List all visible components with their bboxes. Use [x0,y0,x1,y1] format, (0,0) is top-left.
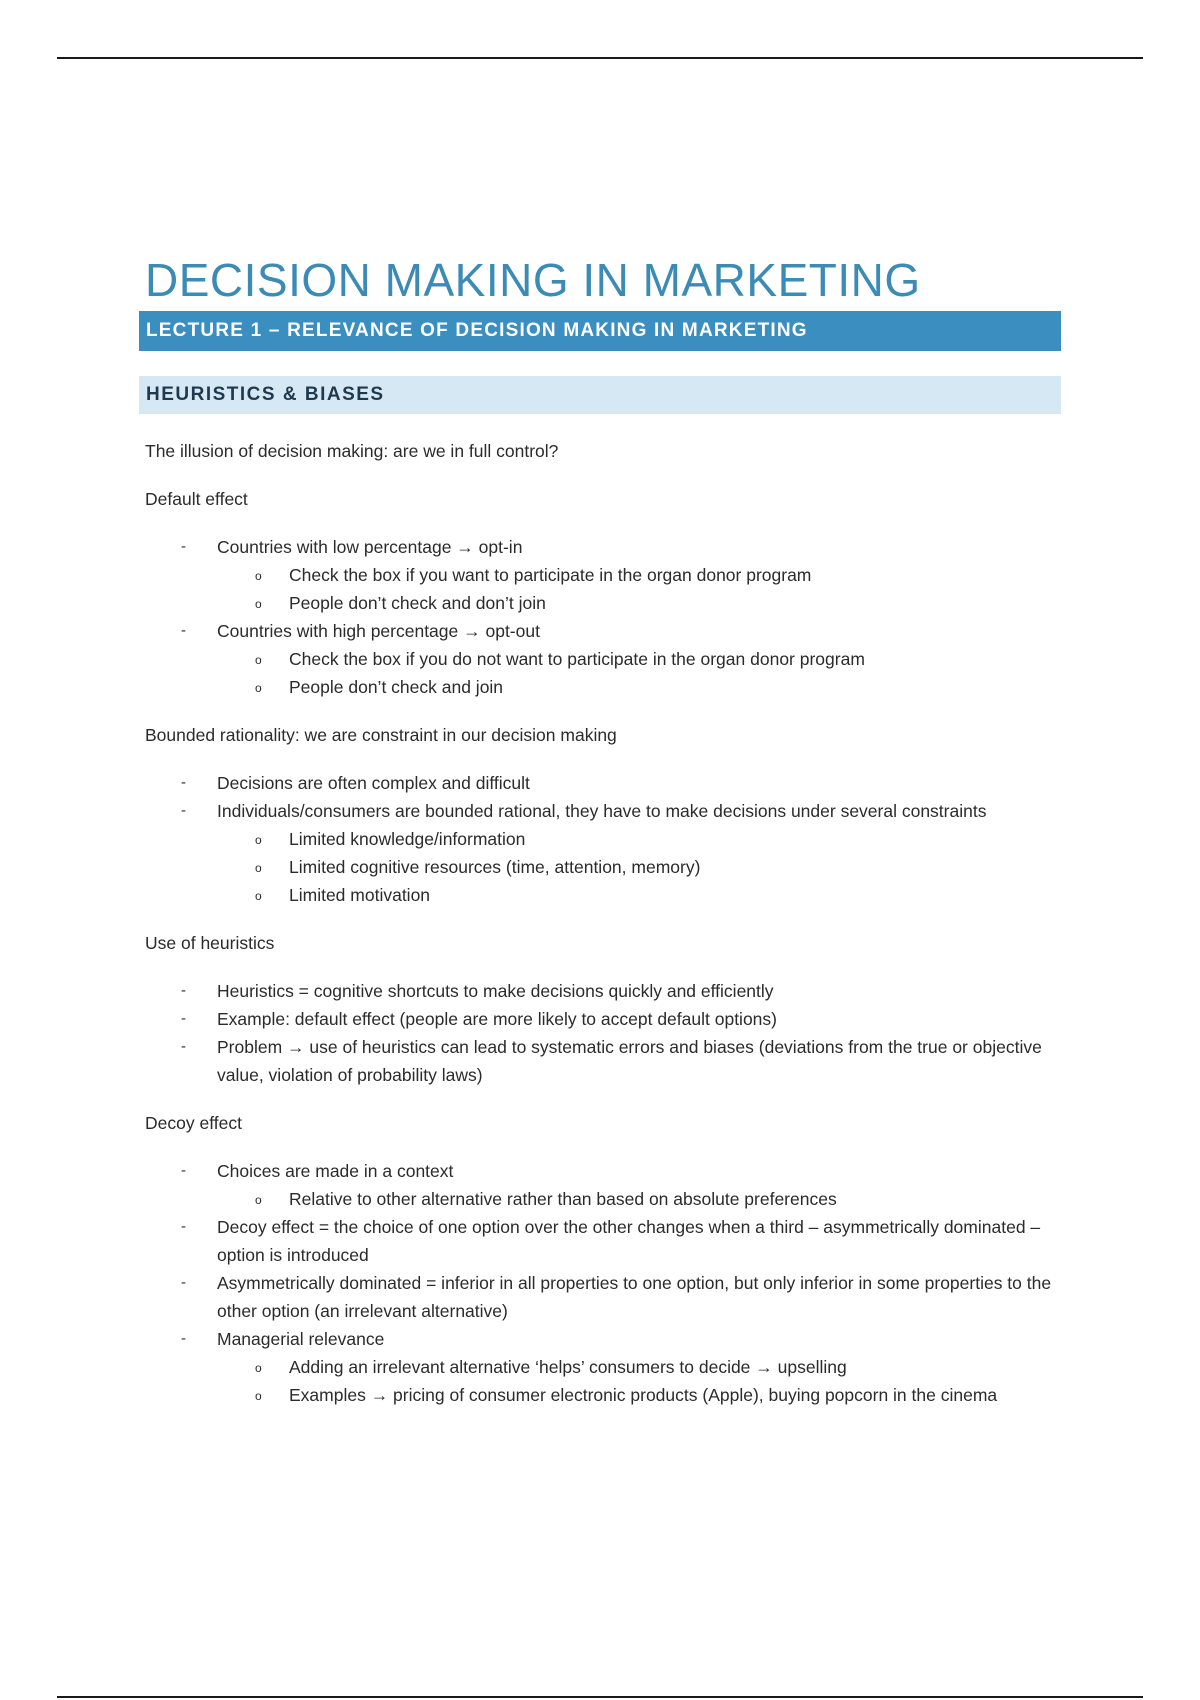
sub-list [217,645,1061,701]
sub-list-item-text: Limited motivation [289,885,431,905]
circle-bullet: o [255,597,262,611]
list-default-effect [145,533,1061,701]
list-item [145,617,1061,701]
dash-bullet: - [181,774,186,791]
list-item-text: Managerial relevance [217,1329,385,1349]
header-rule [57,57,1143,59]
dash-bullet: - [181,1038,186,1055]
lecture-heading: LECTURE 1 – RELEVANCE OF DECISION MAKING IN MARKETING [139,311,1061,351]
sub-list-item [217,561,1061,589]
sub-list-item [217,853,1061,881]
list-item [145,1269,1061,1325]
list-item [145,1033,1061,1089]
circle-bullet: o [255,653,262,667]
sub-list [217,825,1061,909]
list-item [145,533,1061,617]
circle-bullet: o [255,681,262,695]
list-item [145,1157,1061,1213]
list-item [145,1325,1061,1409]
list-bounded-rationality [145,769,1061,909]
document-body [145,437,1061,1429]
list-item-text: Decisions are often complex and difficult [217,773,530,793]
dash-bullet: - [181,1274,186,1291]
list-item-text: Problem → use of heuristics can lead to systematic errors and biases (deviations from the true or objective value, violation of probability laws) [217,1037,1042,1085]
paragraph-illusion: The illusion of decision making: are we in full control? [145,441,559,461]
dash-bullet: - [181,622,186,639]
sub-list-item [217,1185,1061,1213]
sub-list [217,561,1061,617]
sub-list-item-text: Examples → pricing of consumer electronic products (Apple), buying popcorn in the cinema [289,1385,998,1405]
circle-bullet: o [255,569,262,583]
dash-bullet: - [181,1330,186,1347]
list-item-text: Decoy effect = the choice of one option over the other changes when a third – asymmetrically dominated – option is introduced [217,1217,1041,1265]
list-item-text: Countries with high percentage → opt-out [217,621,540,641]
sub-list-item [217,1353,1061,1381]
list-item-text: Asymmetrically dominated = inferior in all properties to one option, but only inferior in some properties to the other option (an irrelevant alternative) [217,1273,1052,1321]
sub-list-item-text: Relative to other alternative rather than based on absolute preferences [289,1189,837,1209]
sub-list-item [217,673,1061,701]
dash-bullet: - [181,1010,186,1027]
sub-list-item [217,645,1061,673]
document-title: DECISION MAKING IN MARKETING [145,253,921,306]
heading-bounded-rationality: Bounded rationality: we are constraint in our decision making [145,725,617,745]
list-item [145,797,1061,909]
dash-bullet: - [181,802,186,819]
sub-list [217,1353,1061,1409]
list-item [145,1005,1061,1033]
list-item-text: Choices are made in a context [217,1161,454,1181]
sub-list-item-text: People don’t check and don’t join [289,593,546,613]
sub-list-item-text: People don’t check and join [289,677,504,697]
list-item-text: Heuristics = cognitive shortcuts to make decisions quickly and efficiently [217,981,774,1001]
dash-bullet: - [181,1218,186,1235]
sub-list-item [217,1381,1061,1409]
circle-bullet: o [255,833,262,847]
list-heuristics [145,977,1061,1089]
list-item [145,769,1061,797]
sub-list-item [217,881,1061,909]
dash-bullet: - [181,1162,186,1179]
heading-decoy-effect: Decoy effect [145,1113,242,1133]
list-decoy-effect [145,1157,1061,1409]
list-item-text: Individuals/consumers are bounded rational, they have to make decisions under several constraints [217,801,987,821]
sub-list-item [217,825,1061,853]
circle-bullet: o [255,861,262,875]
sub-list-item-text: Check the box if you do not want to participate in the organ donor program [289,649,865,669]
sub-list-item-text: Limited knowledge/information [289,829,526,849]
circle-bullet: o [255,889,262,903]
list-item [145,1213,1061,1269]
dash-bullet: - [181,538,186,555]
footer-rule [57,1696,1143,1698]
circle-bullet: o [255,1193,262,1207]
heading-default-effect: Default effect [145,489,248,509]
list-item-text: Example: default effect (people are more likely to accept default options) [217,1009,777,1029]
sub-list-item-text: Check the box if you want to participate in the organ donor program [289,565,812,585]
list-item [145,977,1061,1005]
sub-list-item-text: Limited cognitive resources (time, attention, memory) [289,857,701,877]
heading-heuristics: Use of heuristics [145,933,275,953]
circle-bullet: o [255,1361,262,1375]
sub-list-item [217,589,1061,617]
circle-bullet: o [255,1389,262,1403]
sub-list-item-text: Adding an irrelevant alternative ‘helps’ consumers to decide → upselling [289,1357,847,1377]
section-heading: HEURISTICS & BIASES [139,376,1061,414]
list-item-text: Countries with low percentage → opt-in [217,537,523,557]
dash-bullet: - [181,982,186,999]
sub-list [217,1185,1061,1213]
